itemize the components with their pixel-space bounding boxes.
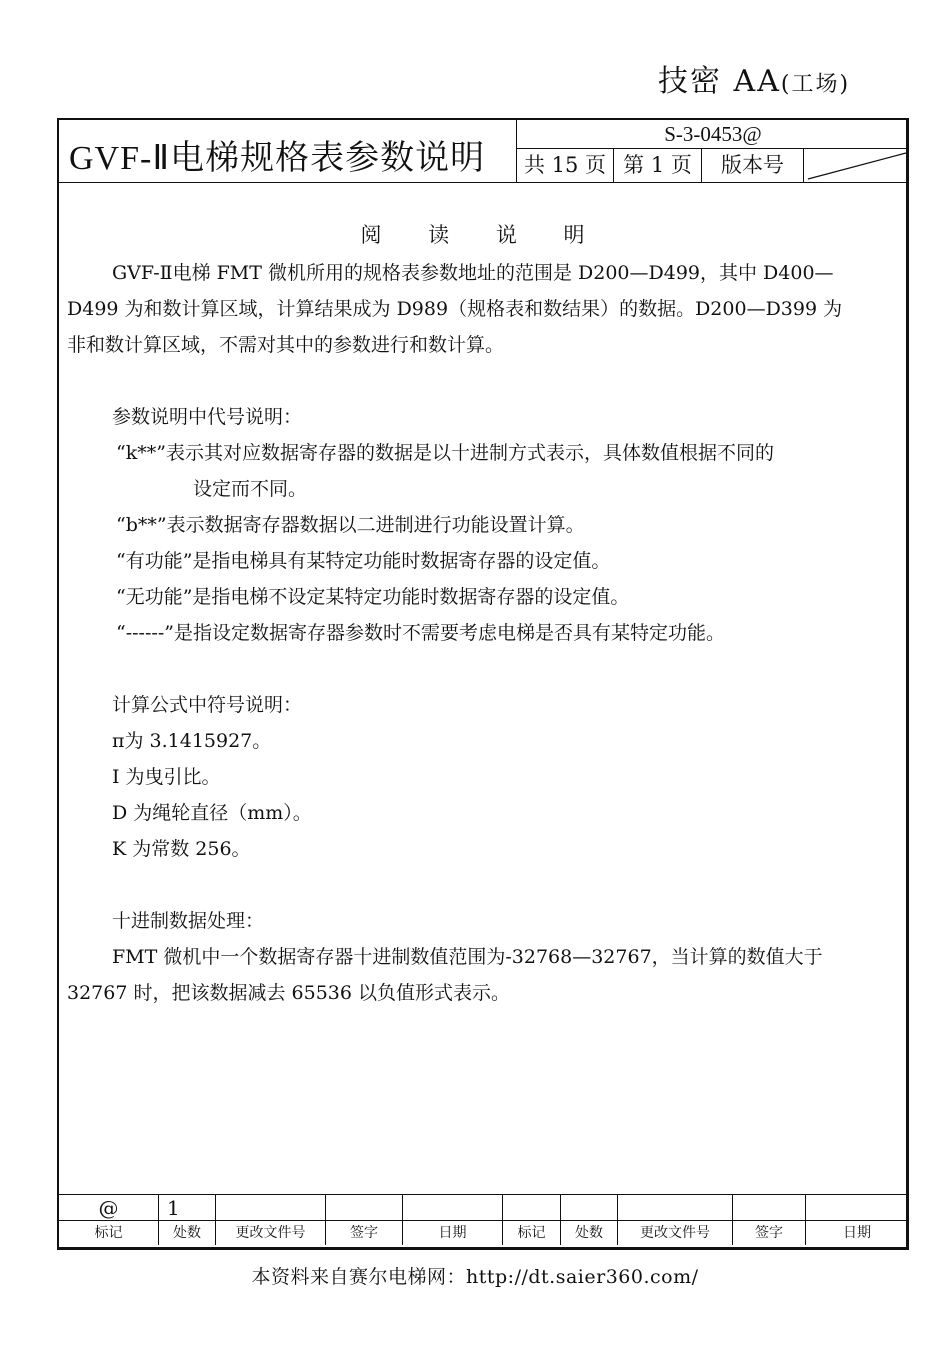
symbols-title: 计算公式中符号说明： — [112, 694, 303, 716]
code-line-dash: “------”是指设定数据寄存器参数时不需要考虑电梯是否具有某特定功能。 — [116, 622, 725, 644]
document-header — [59, 120, 906, 183]
code-line-k: “k**”表示其对应数据寄存器的数据是以十进制方式表示，具体数值根据不同的 — [116, 442, 774, 464]
revision-table — [59, 1194, 906, 1247]
version-empty-cell — [804, 149, 910, 182]
classification-label: 技密 — [658, 64, 722, 99]
revision-date-1 — [403, 1195, 503, 1221]
code-line-b: “b**”表示数据寄存器数据以二进制进行功能设置计算。 — [116, 514, 585, 536]
reading-title: 阅 读 说 明 — [360, 223, 605, 247]
revision-header-sign: 签字 — [326, 1221, 403, 1245]
decimal-line-2: 32767 时，把该数据减去 65536 以负值形式表示。 — [67, 982, 511, 1004]
decimal-line-1: FMT 微机中一个数据寄存器十进制数值范围为-32768—32767，当计算的数值大于 — [112, 946, 823, 968]
codes-title: 参数说明中代号说明： — [112, 406, 303, 428]
symbol-pi: π为 3.1415927。 — [112, 730, 272, 752]
revision-header-mark: 标记 — [59, 1221, 159, 1245]
revision-header-count-2: 处数 — [561, 1221, 618, 1245]
symbol-i: I 为曳引比。 — [112, 766, 221, 788]
revision-sign-1 — [326, 1195, 403, 1221]
symbol-k: K 为常数 256。 — [112, 838, 251, 860]
code-line-k-cont: 设定而不同。 — [193, 478, 308, 500]
code-line-without-function: “无功能”是指电梯不设定某特定功能时数据寄存器的设定值。 — [116, 586, 630, 608]
revision-header-count: 处数 — [159, 1221, 216, 1245]
total-pages: 共 15 页 — [517, 149, 614, 182]
document-number: S-3-0453@ — [517, 120, 909, 149]
revision-header-date: 日期 — [403, 1221, 503, 1245]
code-line-with-function: “有功能”是指电梯具有某特定功能时数据寄存器的设定值。 — [116, 550, 611, 572]
symbol-d: D 为绳轮直径（mm）。 — [112, 802, 312, 824]
revision-mark-1: @ — [59, 1195, 159, 1221]
page-number: 第 1 页 — [614, 149, 702, 182]
revision-mark-2 — [503, 1195, 561, 1221]
revision-header-sign-2: 签字 — [733, 1221, 806, 1245]
intro-line-3: 非和数计算区域，不需对其中的参数进行和数计算。 — [67, 334, 505, 356]
classification-mark — [658, 56, 850, 100]
document-title: GVF-Ⅱ电梯规格表参数说明 — [69, 140, 486, 177]
revision-header-doc-2: 更改文件号 — [618, 1221, 733, 1245]
document-frame — [57, 118, 909, 1250]
revision-date-2 — [806, 1195, 908, 1221]
revision-sign-2 — [733, 1195, 806, 1221]
revision-doc-2 — [618, 1195, 733, 1221]
classification-level: AA — [733, 64, 781, 99]
classification-scope: (工场) — [780, 72, 851, 97]
revision-header-mark-2: 标记 — [503, 1221, 561, 1245]
intro-line-1: GVF-Ⅱ电梯 FMT 微机所用的规格表参数地址的范围是 D200—D499，其中 D400— — [112, 262, 834, 284]
revision-header-doc: 更改文件号 — [216, 1221, 326, 1245]
revision-doc-1 — [216, 1195, 326, 1221]
revision-count-1: 1 — [159, 1195, 216, 1221]
source-note: 本资料来自赛尔电梯网：http://dt.saier360.com/ — [251, 1266, 699, 1288]
revision-header-date-2: 日期 — [843, 1225, 871, 1241]
decimal-title: 十进制数据处理： — [112, 910, 265, 932]
intro-line-2: D499 为和数计算区域，计算结果成为 D989（规格表和数结果）的数据。D200—D399 为 — [67, 298, 843, 320]
version-label: 版本号 — [702, 149, 804, 182]
header-info-block — [516, 120, 909, 182]
revision-count-2 — [561, 1195, 618, 1221]
